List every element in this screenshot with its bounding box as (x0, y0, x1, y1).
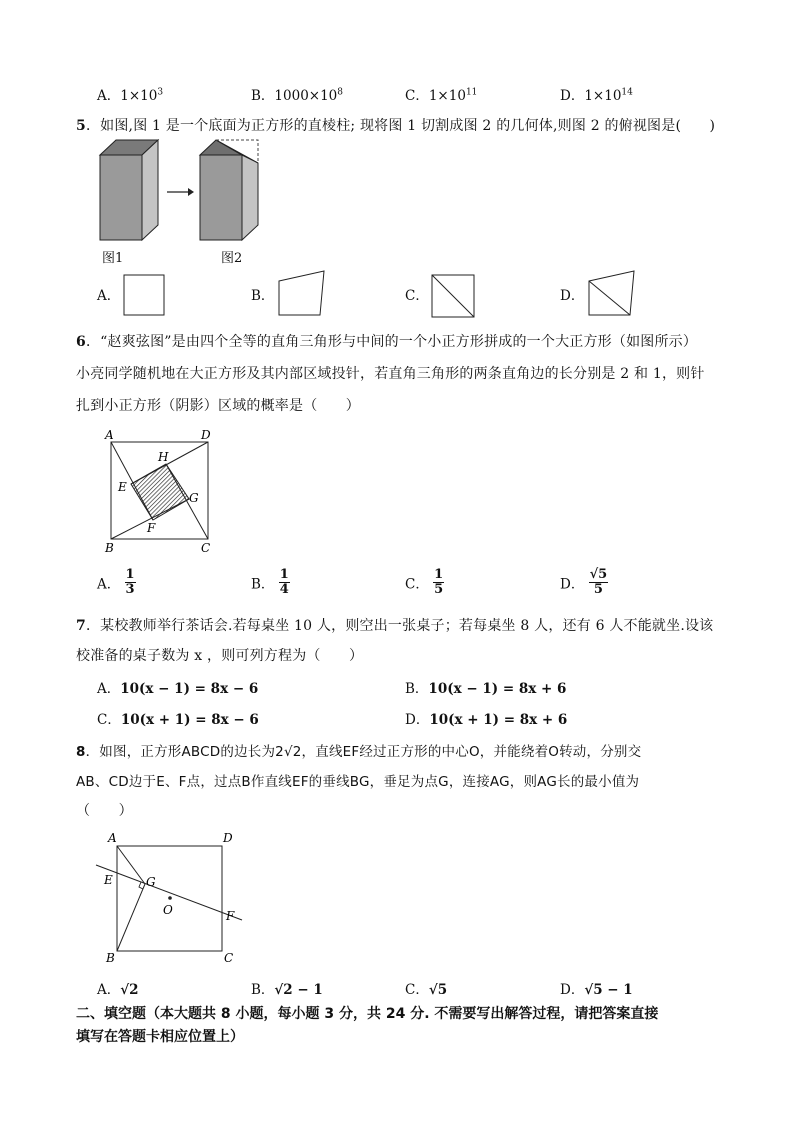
question-text: ．如图，正方形ABCD的边长为2√2，直线EF经过正方形的中心O，并能绕着O转动，分别交 (85, 744, 642, 760)
option-letter: D． (560, 88, 585, 104)
option-exponent: 14 (621, 87, 633, 98)
q6-option-a[interactable] (97, 568, 136, 597)
q8-option-c[interactable] (405, 978, 447, 998)
option-expression: √5 (428, 982, 448, 998)
q7-option-a[interactable] (97, 677, 258, 697)
option-letter: A． (97, 982, 121, 998)
q7-option-c[interactable] (97, 708, 259, 728)
option-exponent: 3 (157, 87, 164, 98)
option-letter: B． (251, 88, 275, 104)
q7-stem-line2: 校准备的桌子数为 x ，则可列方程为（ ） (76, 648, 364, 664)
option-letter: A． (97, 88, 121, 104)
option-letter: B． (251, 982, 275, 998)
q6-option-c[interactable] (405, 568, 444, 597)
label-c: C (201, 541, 211, 555)
q5-figure (90, 135, 280, 265)
option-letter: D． (560, 982, 585, 998)
option-exponent: 8 (337, 87, 344, 98)
numerator: 1 (434, 567, 444, 582)
q7-stem-line1 (76, 615, 713, 635)
q4-option-d[interactable] (560, 84, 633, 104)
label-e: E (118, 480, 127, 494)
label-h: H (158, 450, 169, 464)
q4-option-c[interactable] (405, 84, 477, 104)
option-base: 1000×10 (274, 88, 338, 104)
q5-option-c[interactable] (405, 284, 429, 304)
option-base: 1×10 (584, 88, 622, 104)
fig1-label: 图1 (102, 251, 124, 266)
label-d: D (201, 428, 211, 442)
option-letter: D． (560, 288, 585, 304)
right-angle-mark (139, 882, 143, 889)
option-letter: C． (405, 576, 429, 593)
q8-stem-line1 (76, 740, 641, 760)
option-exponent: 11 (465, 87, 478, 98)
option-expression: 10(x + 1) = 8x + 6 (429, 712, 568, 728)
q5-option-b-shape (274, 268, 330, 318)
label-b: B (105, 541, 114, 555)
option-letter: C． (405, 88, 429, 104)
label-g: G (146, 875, 156, 889)
q5-option-c-shape (428, 273, 478, 319)
q6-stem-line1 (76, 331, 697, 351)
q6-figure (100, 425, 225, 560)
denominator: 3 (125, 582, 135, 597)
label-a: A (105, 428, 114, 442)
numerator: 1 (279, 567, 289, 582)
option-letter: C． (97, 712, 121, 728)
numerator: √5 (589, 567, 608, 582)
question-text: ．“赵爽弦图”是由四个全等的直角三角形与中间的一个小正方形拼成的一个大正方形（如图所示） (85, 334, 698, 350)
q5-stem (76, 115, 715, 135)
fraction (279, 568, 290, 597)
q8-figure (90, 828, 250, 968)
segment-bg (117, 884, 145, 951)
option-expression: √2 (120, 982, 139, 998)
option-expression: 10(x − 1) = 8x − 6 (120, 681, 259, 697)
option-letter: B． (251, 576, 275, 593)
denominator: 5 (434, 582, 444, 597)
section-heading-line1: 二、填空题（本大题共 8 小题，每小题 3 分，共 24 分. 不需要写出解答过程，请把答案直接 (76, 1006, 659, 1022)
option-letter: B． (251, 288, 275, 304)
question-number: 7 (76, 618, 86, 634)
label-o: O (163, 903, 173, 917)
label-d: D (223, 831, 233, 845)
option-base: 1×10 (428, 88, 466, 104)
q6-option-b[interactable] (251, 568, 290, 597)
q5-option-a[interactable] (97, 284, 120, 304)
q6-option-d[interactable] (560, 568, 608, 597)
label-g: G (189, 491, 199, 505)
label-f: F (226, 909, 235, 923)
question-number: 8 (76, 744, 86, 760)
q5-option-d-shape (584, 268, 640, 318)
arrow-icon (167, 188, 194, 196)
option-base: 1×10 (120, 88, 158, 104)
denominator: 4 (279, 582, 289, 597)
denominator: 5 (593, 582, 603, 597)
q8-stem-line2: AB、CD边于E、F点，过点B作直线EF的垂线BG，垂足为点G，连接AG，则AG长的最小值为 (76, 774, 640, 790)
option-expression: √2 − 1 (274, 982, 323, 998)
question-number: 5 (76, 118, 86, 134)
q5-option-b[interactable] (251, 284, 274, 304)
q4-option-a[interactable] (97, 84, 163, 104)
option-expression: √5 − 1 (584, 982, 633, 998)
q5-option-a-shape (121, 273, 167, 317)
option-expression: 10(x − 1) = 8x + 6 (428, 681, 567, 697)
label-f: F (147, 521, 156, 535)
option-letter: A． (97, 288, 121, 304)
q8-stem-line3: （ ） (76, 803, 133, 819)
prism-figure-1 (100, 140, 158, 240)
q4-option-b[interactable] (251, 84, 343, 104)
question-number: 6 (76, 334, 86, 350)
fraction (433, 568, 444, 597)
question-text: ．某校教师举行茶话会.若每桌坐 10 人，则空出一张桌子；若每桌坐 8 人，还有 6 人不能就坐.设该 (85, 618, 714, 634)
center-point (168, 896, 172, 900)
question-text: ．如图,图 1 是一个底面为正方形的直棱柱; 现将图 1 切割成图 2 的几何体,则图 2 的俯视图是( ) (85, 118, 716, 134)
label-c: C (224, 951, 234, 965)
fraction (125, 568, 136, 597)
option-letter: A． (97, 576, 121, 593)
inner-square (131, 464, 189, 520)
q8-option-a[interactable] (97, 978, 139, 998)
fraction (589, 568, 609, 597)
numerator: 1 (125, 567, 135, 582)
q6-stem-line3: 扎到小正方形（阴影）区域的概率是（ ） (76, 398, 360, 414)
q7-option-b[interactable] (405, 677, 566, 697)
option-letter: D． (405, 712, 430, 728)
option-letter: B． (405, 681, 429, 697)
option-letter: A． (97, 681, 121, 697)
q7-option-d[interactable] (405, 708, 567, 728)
prism-figure-2 (200, 140, 258, 240)
q6-stem-line2: 小亮同学随机地在大正方形及其内部区域投针，若直角三角形的两条直角边的长分别是 2 和 1，则针 (76, 366, 705, 382)
q8-option-d[interactable] (560, 978, 633, 998)
label-a: A (108, 831, 117, 845)
label-e: E (104, 873, 113, 887)
option-letter: D． (560, 576, 585, 593)
fig2-label: 图2 (221, 251, 243, 266)
q5-option-d[interactable] (560, 284, 584, 304)
label-b: B (106, 951, 115, 965)
option-expression: 10(x + 1) = 8x − 6 (120, 712, 259, 728)
option-letter: C． (405, 288, 429, 304)
section-heading-line2: 填写在答题卡相应位置上） (76, 1029, 244, 1045)
option-letter: C． (405, 982, 429, 998)
q8-option-b[interactable] (251, 978, 323, 998)
